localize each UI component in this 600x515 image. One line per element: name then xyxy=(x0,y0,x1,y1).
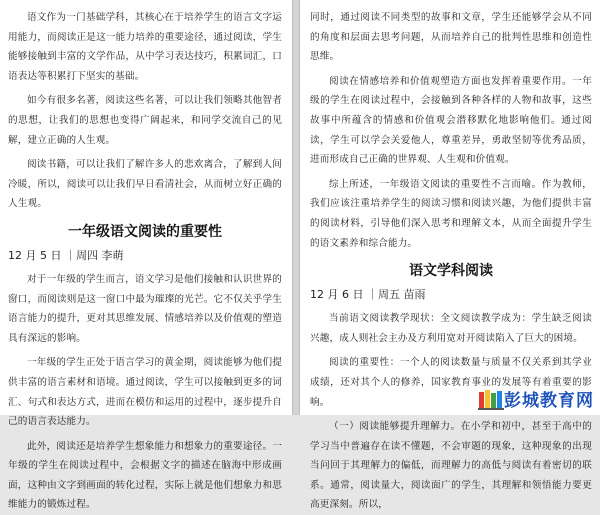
document-page-right xyxy=(300,0,600,511)
article-title: 语文学科阅读 xyxy=(409,263,493,280)
document-page-left xyxy=(0,0,292,511)
page-gutter xyxy=(292,0,300,415)
paragraph: 对于一年级的学生而言，语文学习是他们接触和认识世界的窗口，而阅读则是这一窗口中最为璀璨的光芒。它不仅关乎学生语言能力的提升，更对其思维发展、情感培养以及价值观的塑造具有深远的影响。 xyxy=(8,273,282,344)
paragraph: 阅读在情感培养和价值观塑造方面也发挥着重要作用。一年级的学生在阅读过程中，会接触到各种各样的人物和故事，这些故事中所蕴含的情感和价值观会潜移默化地影响他们。通过阅读，学生可以学会关爱他人，尊重差异，勇敢坚韧等优秀品质，进而形成自己正确的世界观、人生观和价值观。 xyxy=(310,75,592,166)
paragraph: 一年级的学生正处于语言学习的黄金期，阅读能够为他们提供丰富的语言素材和语境。通过阅读，学生可以接触到更多的词汇、句式和表达方式，进而在模仿和运用的过程中，逐步提升自己的语言表达能力。 xyxy=(8,357,282,428)
paragraph: 综上所述，一年级语文阅读的重要性不言而喻。作为教师，我们应该注重培养学生的阅读习惯和阅读兴趣，为他们提供丰富的阅读材料，引导他们深入思考和理解文本，从而全面提升学生的语文素养和综合能力。 xyxy=(310,178,592,249)
paragraph: （一）阅读能够提升理解力。在小学和初中，甚至于高中的学习当中普遍存在读不懂题，不会审题的现象，这种现象的出现当问回于其理解力的偏低，而理解力的高低与阅读有着密切的联系。通常，阅读量大，阅读面广的学生，其理解和领悟能力要更高更深刻。所以， xyxy=(310,421,592,511)
paragraph: 同时，通过阅读不同类型的故事和文章，学生还能够学会从不同的角度和层面去思考问题，从而培养自己的批判性思维和创造性思维。 xyxy=(310,12,592,63)
paragraph: 当前语文阅读教学现状：全文阅读教学成为：学生缺乏阅读兴趣，成人则社会主办及方利用宽对开阅读陷入了巨大的困境。 xyxy=(310,313,592,344)
paragraph: 阅读书籍，可以让我们了解许多人的悲欢离合，了解到人间冷暖，所以，阅读可以让我们早日看清社会，从而树立好正确的人生观。 xyxy=(8,159,282,210)
paragraph: 如今有很多名著，阅读这些名著，可以让我们领略其他智者的思想，让我们的思想也变得广阔起来，和同学交流自己的见解，建立正确的人生观。 xyxy=(8,95,282,146)
watermark-logo xyxy=(478,386,594,411)
books-icon xyxy=(478,388,504,410)
article-title: 一年级语文阅读的重要性 xyxy=(68,223,222,240)
article-meta: 12 月 5 日 ｜周四 李萌 xyxy=(8,248,124,262)
paragraph: 语文作为一门基础学科，其核心在于培养学生的语言文字运用能力，而阅读正是这一能力培养的重要途径，通过阅读，学生能够接触到丰富的文学作品，从中学习表达技巧，积累词汇，口语表达等积累打下坚实的基础。 xyxy=(8,12,282,82)
paragraph: 此外，阅读还是培养学生想象能力和想象力的重要途径。一年级的学生在阅读过程中，会根据文字的描述在脑海中形成画面，这种由文字到画面的转化过程，实际上就是他们想象力和思维能力的锻炼过程。 xyxy=(8,440,282,511)
watermark-text: 彭城教育网 xyxy=(504,391,594,411)
paragraph: 阅读的重要性：一个人的阅读数量与质量不仅关系到其学业成绩，还对其个人的修养，国家教育事业的发展等有着重要的影响。 xyxy=(310,357,592,408)
article-meta: 12 月 6 日 ｜周五 苗雨 xyxy=(310,288,426,302)
